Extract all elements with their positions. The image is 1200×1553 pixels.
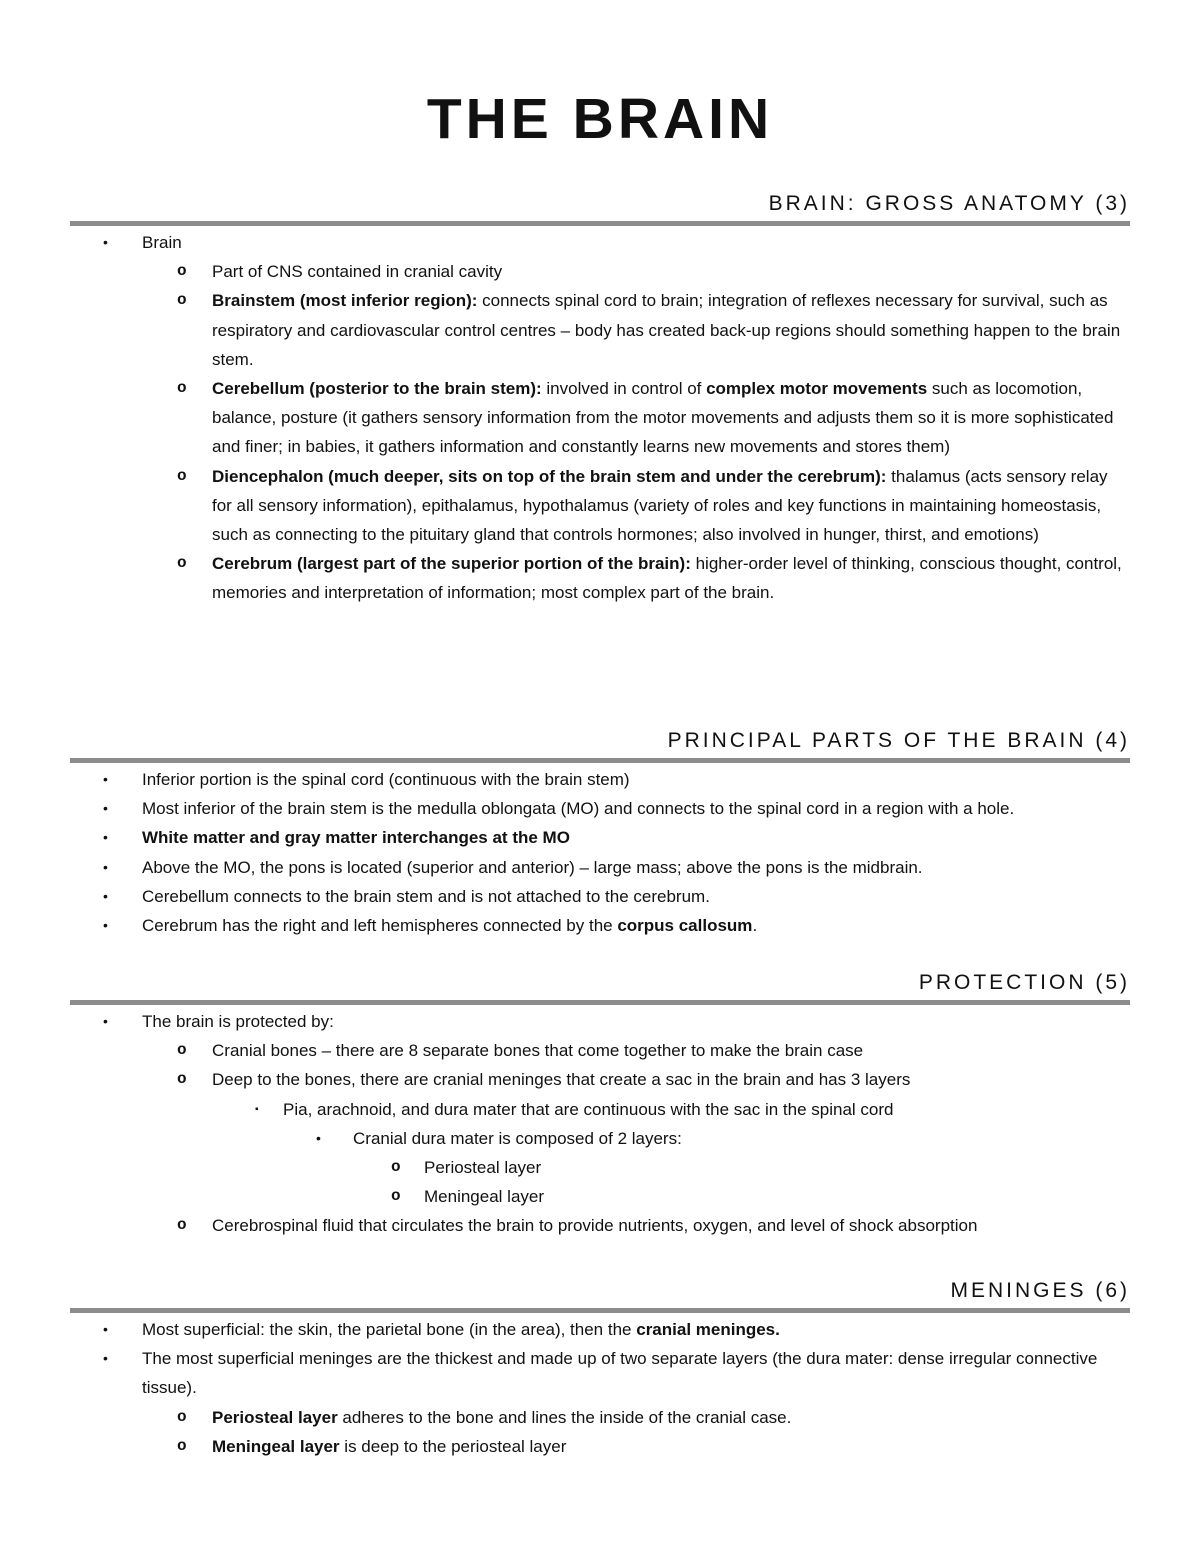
- section-heading: MENINGES (6): [70, 1278, 1130, 1313]
- circle-bullet-icon: o: [177, 1436, 187, 1455]
- list-item: [70, 1007, 1130, 1036]
- bullet-icon: •: [103, 829, 108, 846]
- bullet-icon: •: [103, 1013, 108, 1029]
- list-item: [70, 1065, 1130, 1094]
- bold-text: complex motor movements: [706, 379, 928, 399]
- bullet-icon: •: [103, 771, 108, 787]
- item-text: adheres to the bone and lines the inside of the cranial case.: [337, 1407, 792, 1427]
- section-heading: PROTECTION (5): [70, 970, 1130, 1005]
- section-list: [70, 1005, 1130, 1241]
- list-item: [70, 228, 1130, 257]
- list-item: [70, 1124, 1130, 1153]
- item-text: Deep to the bones, there are cranial meninges that create a sac in the brain and has 3 layers: [212, 1070, 911, 1090]
- circle-bullet-icon: o: [177, 1070, 187, 1089]
- section-protection: [70, 970, 1130, 1241]
- section-list: [70, 1313, 1130, 1461]
- list-item: [70, 1182, 1130, 1211]
- square-bullet-icon: ▪: [255, 1103, 259, 1115]
- bullet-icon: •: [103, 234, 108, 250]
- list-item: [70, 1095, 1130, 1124]
- list-item: [70, 257, 1130, 286]
- list-item: [70, 911, 1130, 940]
- item-text: higher-order level of thinking, conscious thought, control, memories and interpretation of information; most complex part of the brain.: [212, 554, 1122, 603]
- circle-bullet-icon: o: [177, 379, 187, 398]
- item-text: Pia, arachnoid, and dura mater that are continuous with the sac in the spinal cord: [283, 1099, 894, 1119]
- bold-text: White matter and gray matter interchanges at the MO: [142, 828, 570, 848]
- section-heading: PRINCIPAL PARTS OF THE BRAIN (4): [70, 728, 1130, 763]
- bold-text: Meningeal layer: [212, 1436, 340, 1456]
- circle-bullet-icon: o: [177, 1407, 187, 1426]
- item-text: Most superficial: the skin, the parietal bone (in the area), then the: [142, 1320, 637, 1339]
- item-text: Cerebellum connects to the brain stem and is not attached to the cerebrum.: [142, 886, 710, 906]
- circle-bullet-icon: o: [177, 291, 187, 310]
- bold-text: cranial meninges.: [636, 1320, 780, 1339]
- item-text: Part of CNS contained in cranial cavity: [212, 262, 503, 282]
- item-text: involved in control of: [541, 379, 707, 399]
- item-text: Cerebrospinal fluid that circulates the brain to provide nutrients, oxygen, and level of shock absorption: [212, 1216, 978, 1236]
- item-text: thalamus (acts sensory relay for all sensory information), epithalamus, hypothalamus (variety of roles and key functions in maintaining homeostasis, such as connecting to the pituitary gland that controls hormones; also involved in hunger, thirst, and emotions): [212, 466, 1108, 545]
- item-text: Brain: [142, 233, 182, 252]
- bullet-icon: •: [103, 887, 108, 904]
- circle-bullet-icon: o: [177, 262, 187, 281]
- item-text: The brain is protected by:: [142, 1012, 334, 1031]
- list-item: [70, 794, 1130, 823]
- circle-bullet-icon: o: [177, 554, 187, 573]
- section-principal-parts: [70, 728, 1130, 940]
- item-text: Cranial bones – there are 8 separate bones that come together to make the brain case: [212, 1041, 864, 1061]
- list-item: [70, 1211, 1130, 1240]
- list-item: [70, 374, 1130, 462]
- section-gross-anatomy: [70, 191, 1130, 608]
- bold-text: Periosteal layer: [212, 1407, 338, 1427]
- list-item: [70, 462, 1130, 550]
- list-item: [70, 1036, 1130, 1065]
- item-text: Inferior portion is the spinal cord (continuous with the brain stem): [142, 770, 630, 789]
- circle-bullet-icon: o: [177, 1041, 187, 1060]
- bullet-icon: •: [103, 1321, 108, 1337]
- item-text: The most superficial meninges are the thickest and made up of two separate layers (the dura mater: dense irregular connective tissue).: [142, 1349, 1098, 1398]
- bullet-icon: •: [103, 917, 108, 934]
- list-item: [70, 1315, 1130, 1344]
- list-item: [70, 286, 1130, 374]
- circle-bullet-icon: o: [177, 1216, 187, 1235]
- item-text: Periosteal layer: [424, 1158, 542, 1178]
- list-item: [70, 1153, 1130, 1182]
- bold-text: corpus callosum: [617, 916, 753, 936]
- document-title: THE BRAIN: [426, 87, 774, 151]
- list-item: [70, 1344, 1130, 1402]
- bold-text: Cerebellum (posterior to the brain stem):: [212, 379, 542, 399]
- item-text: connects spinal cord to brain; integration of reflexes necessary for survival, such as respiratory and cardiovascular control centres – body has created back-up regions should something happen to the brain stem.: [212, 291, 1121, 369]
- list-item: [70, 549, 1130, 607]
- section-list: [70, 763, 1130, 940]
- bold-text: Brainstem (most inferior region):: [212, 291, 478, 311]
- item-text: Meningeal layer: [424, 1187, 545, 1207]
- item-text: Cranial dura mater is composed of 2 layers:: [353, 1128, 682, 1148]
- item-text: Most inferior of the brain stem is the medulla oblongata (MO) and connects to the spinal cord in a region with a hole.: [142, 799, 1015, 819]
- bullet-icon: •: [103, 1350, 108, 1367]
- list-item: [70, 853, 1130, 882]
- list-item: [70, 882, 1130, 911]
- bullet-icon: •: [316, 1129, 321, 1146]
- bold-text: Cerebrum (largest part of the superior portion of the brain):: [212, 554, 691, 574]
- list-item: [70, 823, 1130, 852]
- list-item: [70, 1432, 1130, 1461]
- bullet-icon: •: [103, 800, 108, 817]
- item-text: is deep to the periosteal layer: [339, 1436, 567, 1456]
- bullet-icon: •: [103, 858, 108, 875]
- section-meninges: [70, 1278, 1130, 1461]
- list-item: [70, 1403, 1130, 1432]
- bold-text: Diencephalon (much deeper, sits on top of the brain stem and under the cerebrum):: [212, 466, 887, 486]
- circle-bullet-icon: o: [177, 466, 187, 485]
- item-text: .: [752, 916, 758, 936]
- section-heading: BRAIN: GROSS ANATOMY (3): [70, 191, 1130, 226]
- item-text: such as locomotion, balance, posture (it gathers sensory information from the motor movements and adjusts them so it is more sophisticated and finer; in babies, it gathers information and constantly learns new movements and stores them): [212, 379, 1114, 457]
- circle-bullet-icon: o: [391, 1187, 401, 1206]
- item-text: Cerebrum has the right and left hemispheres connected by the: [142, 916, 618, 936]
- circle-bullet-icon: o: [391, 1158, 401, 1177]
- list-item: [70, 765, 1130, 794]
- section-list: [70, 226, 1130, 608]
- item-text: Above the MO, the pons is located (superior and anterior) – large mass; above the pons is the midbrain.: [142, 857, 923, 877]
